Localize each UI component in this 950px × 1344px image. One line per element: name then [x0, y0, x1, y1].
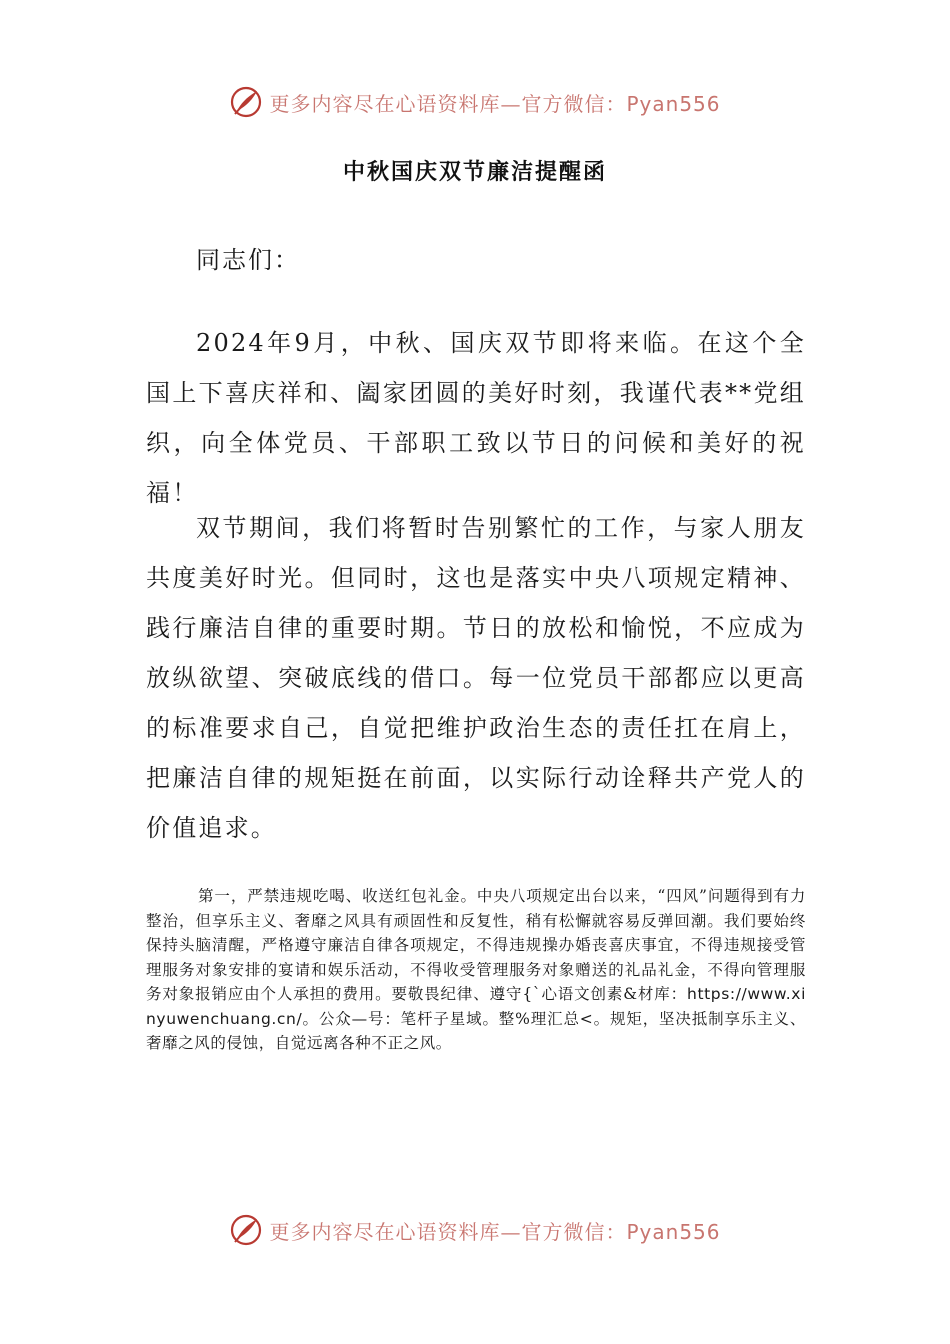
- paragraph-2: 双节期间，我们将暂时告别繁忙的工作，与家人朋友共度美好时光。但同时，这也是落实中央八项规定精神、践行廉洁自律的重要时期。节日的放松和愉悦，不应成为放纵欲望、突破底线的借口。每一位党员干部都应以更高的标准要求自己，自觉把维护政治生态的责任扛在肩上，把廉洁自律的规矩挺在前面，以实际行动诠释共产党人的价值追求。: [146, 514, 806, 842]
- paragraph-3: [146, 884, 806, 1056]
- footer-banner-text: 更多内容尽在心语资料库—官方微信：Pyan556: [269, 1219, 721, 1244]
- salutation: 同志们：: [196, 246, 300, 274]
- paragraph-3-url: https://www.xinyuwenchuang.cn/: [146, 985, 806, 1028]
- header-banner-text: 更多内容尽在心语资料库—官方微信：Pyan556: [269, 91, 721, 116]
- quill-logo-icon: [229, 1213, 263, 1247]
- footer-banner: [0, 1210, 950, 1250]
- paragraph-3-part2: 。公众—号：笔杆子星域。整%理汇总<。规矩，坚决抵制享乐主义、奢靡之风的侵蚀，自觉远离各种不正之风。: [146, 1009, 806, 1052]
- header-banner: [0, 82, 950, 122]
- quill-logo-icon: [229, 85, 263, 119]
- footer-wechat-id: Pyan556: [626, 1219, 721, 1244]
- paragraph-1: 2024年9月，中秋、国庆双节即将来临。在这个全国上下喜庆祥和、阖家团圆的美好时刻，我谨代表**党组织，向全体党员、干部职工致以节日的问候和美好的祝福！: [146, 329, 806, 507]
- document-title: 中秋国庆双节廉洁提醒函: [342, 159, 607, 185]
- header-wechat-id: Pyan556: [626, 91, 721, 116]
- paragraph-3-part1: 第一，严禁违规吃喝、收送红包礼金。中央八项规定出台以来，“四风”问题得到有力整治，但享乐主义、奢靡之风具有顽固性和反复性，稍有松懈就容易反弹回潮。我们要始终保持头脑清醒，严格遵守廉洁自律各项规定，不得违规操办婚丧喜庆事宜，不得违规接受管理服务对象安排的宴请和娱乐活动，不得收受管理服务对象赠送的礼品礼金，不得向管理服务对象报销应由个人承担的费用。要敬畏纪律、遵守{`心语文创素&材库：: [146, 887, 806, 1003]
